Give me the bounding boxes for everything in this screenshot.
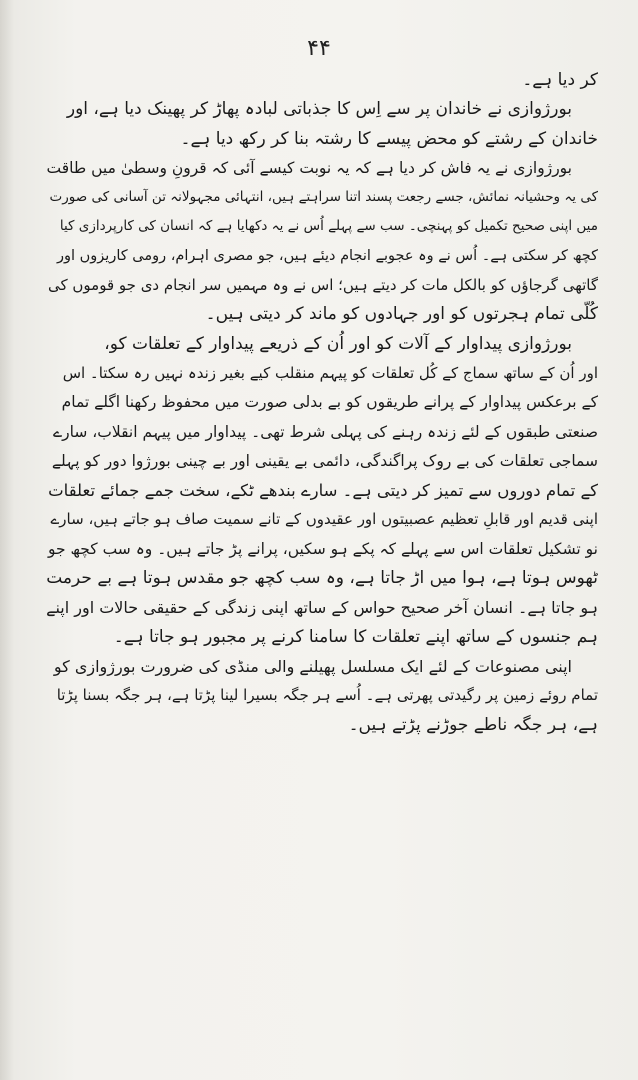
text-line: گاتھی گرجاؤں کو بالکل مات کر دیتے ہیں؛ اس نے وہ مہمیں سر انجام دی جو قوموں کی xyxy=(48,276,598,295)
text-line: ہم جنسوں کے ساتھ اپنے تعلقات کا سامنا کرنے پر مجبور ہو جاتا ہے۔ xyxy=(113,626,598,647)
text-line: بورژوازی پیداوار کے آلات کو اور اُن کے ذریعے پیداوار کے تعلقات کو، xyxy=(104,333,572,354)
text-line: کے برعکس پیداوار کے پرانے طریقوں کو بے بدلی صورت میں محفوظ رکھنا اگلے تمام xyxy=(61,393,598,412)
text-line: سماجی تعلقات کی بے روک پراگندگی، دائمی بے یقینی اور بے چینی بورژوا دور کو پہلے xyxy=(51,451,598,470)
page-number: ۴۴ xyxy=(307,36,331,61)
text-line: اور اُن کے ساتھ سماج کے کُل تعلقات کو پیہم منقلب کیے بغیر زندہ نہیں رہ سکتا۔ اس xyxy=(62,363,598,382)
text-line: خاندان کے رشتے کو محض پیسے کا رشتہ بنا کر رکھ دیا ہے۔ xyxy=(180,128,598,149)
text-line: صنعتی طبقوں کے لئے زندہ رہنے کی پہلی شرط تھی۔ پیداوار میں پیہم انقلاب، سارے xyxy=(53,422,598,441)
text-line: اپنی قدیم اور قابلِ تعظیم عصبیتوں اور عقیدوں کے تانے سمیت صاف ہو جاتے ہیں، سارے xyxy=(50,510,598,529)
text-line: کچھ کر سکتی ہے۔ اُس نے وہ عجوبے انجام دیئے ہیں، جو مصری اہرام، رومی کاریزوں اور xyxy=(56,247,598,264)
page-binding-shadow xyxy=(0,0,14,1080)
text-line: ہو جاتا ہے۔ انسان آخر صحیح حواس کے ساتھ اپنی زندگی کے حقیقی حالات اور اپنے xyxy=(46,598,598,618)
text-line: کُلّی تمام ہجرتوں کو اور جہادوں کو ماند کر دیتی ہیں۔ xyxy=(205,304,598,325)
text-line: ٹھوس ہوتا ہے، ہوا میں اڑ جاتا ہے، وہ سب کچھ جو مقدس ہوتا ہے بے حرمت xyxy=(46,568,598,589)
text-line: نو تشکیل تعلقات اس سے پہلے کہ پکے ہو سکیں، پرانے پڑ جاتے ہیں۔ وہ سب کچھ جو xyxy=(47,539,598,558)
urdu-text-block xyxy=(46,66,598,740)
text-line: ہے، ہر جگہ ناطے جوڑنے پڑتے ہیں۔ xyxy=(348,714,598,735)
text-line: کر دیا ہے۔ xyxy=(522,70,598,90)
text-line: اپنی مصنوعات کے لئے ایک مسلسل پھیلنے والی منڈی کی ضرورت بورژوازی کو xyxy=(53,656,572,676)
text-line: تمام روئے زمین پر رگیدتی پھرتی ہے۔ اُسے ہر جگہ بسیرا لینا پڑتا ہے، ہر جگہ بسنا پڑتا xyxy=(56,686,598,705)
text-line: میں اپنی صحیح تکمیل کو پہنچی۔ سب سے پہلے اُس نے یہ دکھایا ہے کہ انسان کی کارپردازی کیا xyxy=(59,218,598,235)
text-line: کے تمام دوروں سے تمیز کر دیتی ہے۔ سارے بندھے ٹکے، سخت جمے جمائے تعلقات xyxy=(48,481,598,501)
text-line: بورژوازی نے خاندان پر سے اِس کا جذباتی لبادہ پھاڑ کر پھینک دیا ہے، اور xyxy=(66,99,572,120)
text-line: کی یہ وحشیانہ نمائش، جسے رجعت پسند اتنا سراہتے ہیں، انتہائی مجہولانہ تن آسانی کی صورت xyxy=(49,189,598,206)
text-line: بورژوازی نے یہ فاش کر دیا ہے کہ یہ نوبت کیسے آئی کہ قرونِ وسطیٰ میں طاقت xyxy=(46,158,572,177)
